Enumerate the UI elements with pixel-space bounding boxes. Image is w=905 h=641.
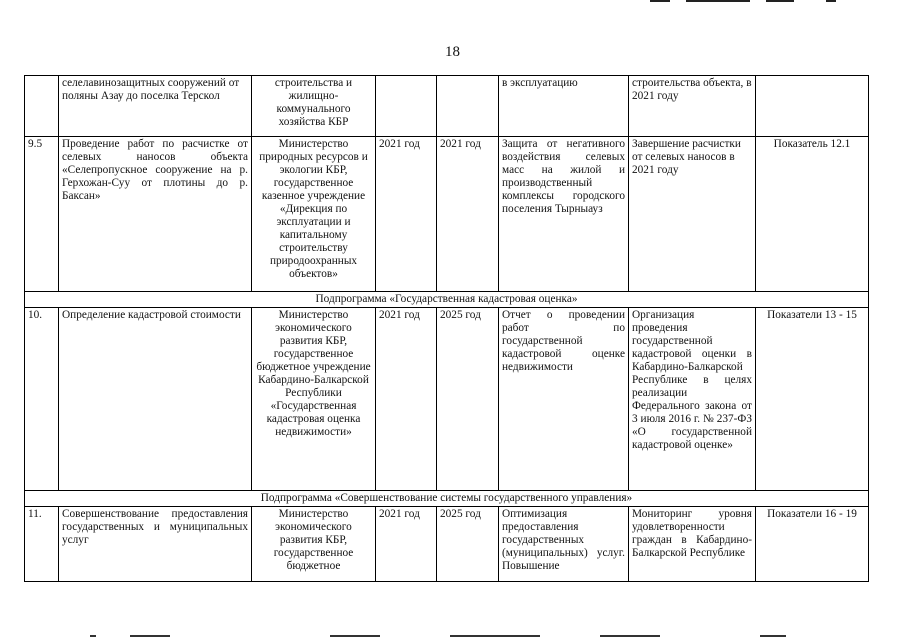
cell-end: 2021 год xyxy=(437,137,499,292)
cell-start: 2021 год xyxy=(376,507,437,582)
cell-milestone: Завершение расчистки от селевых наносов в 2021 году xyxy=(629,137,756,292)
cell-start xyxy=(376,76,437,137)
cell-indicator: Показатели 13 - 15 xyxy=(756,308,869,491)
cell-result: в эксплуатацию xyxy=(499,76,629,137)
cell-executor: Министерство природных ресурсов и экологии КБР, государственное казенное учреждение «Дирекция по эксплуатации и капитальному строительству природоохранных объектов» xyxy=(252,137,376,292)
table-row xyxy=(25,137,869,292)
table-row xyxy=(25,308,869,491)
cell-executor: Министерство экономического развития КБР, государственное бюджетное xyxy=(252,507,376,582)
subprogram-row xyxy=(25,292,869,308)
cell-num: 10. xyxy=(25,308,59,491)
cell-milestone: Организация проведения государственной кадастровой оценки в Кабардино-Балкарской Республике в целях реализации Федерального закона от 3 июля 2016 г. № 237-ФЗ «О государственной кадастровой оценке» xyxy=(629,308,756,491)
table-row xyxy=(25,76,869,137)
cell-result: Оптимизация предоставления государственных (муниципальных) услуг. Повышение xyxy=(499,507,629,582)
subprogram-title: Подпрограмма «Государственная кадастровая оценка» xyxy=(25,292,869,308)
cell-result: Отчет о проведении работ по государственной кадастровой оценке недвижимости xyxy=(499,308,629,491)
cell-indicator: Показатели 16 - 19 xyxy=(756,507,869,582)
cell-num: 11. xyxy=(25,507,59,582)
cell-name: селелавинозащитных сооружений от поляны Азау до поселка Терскол xyxy=(59,76,252,137)
subprogram-row xyxy=(25,491,869,507)
cell-indicator xyxy=(756,76,869,137)
cell-result: Защита от негативного воздействия селевых масс на жилой и производственный комплексы городского поселения Тырныауз xyxy=(499,137,629,292)
cell-end: 2025 год xyxy=(437,308,499,491)
program-measures-table xyxy=(24,75,869,582)
cell-milestone: строительства объекта, в 2021 году xyxy=(629,76,756,137)
cell-start: 2021 год xyxy=(376,137,437,292)
cell-end: 2025 год xyxy=(437,507,499,582)
cell-name: Проведение работ по расчистке от селевых наносов объекта «Селепропускное сооружение на р. Герхожан-Суу от плотины до р. Баксан» xyxy=(59,137,252,292)
scan-artifact-top xyxy=(650,0,850,4)
page-number: 18 xyxy=(445,44,460,60)
table-row xyxy=(25,507,869,582)
cell-name: Совершенствование предоставления государственных и муниципальных услуг xyxy=(59,507,252,582)
cell-num: 9.5 xyxy=(25,137,59,292)
cell-executor: Министерство экономического развития КБР, государственное бюджетное учреждение Кабардино-Балкарской Республики «Государственная кадастровая оценка недвижимости» xyxy=(252,308,376,491)
cell-name: Определение кадастровой стоимости xyxy=(59,308,252,491)
cell-executor: строительства и жилищно-коммунального хозяйства КБР xyxy=(252,76,376,137)
cell-indicator: Показатель 12.1 xyxy=(756,137,869,292)
cell-start: 2021 год xyxy=(376,308,437,491)
cell-milestone: Мониторинг уровня удовлетворенности граждан в Кабардино-Балкарской Республике xyxy=(629,507,756,582)
cell-num xyxy=(25,76,59,137)
subprogram-title: Подпрограмма «Совершенствование системы государственного управления» xyxy=(25,491,869,507)
cell-end xyxy=(437,76,499,137)
